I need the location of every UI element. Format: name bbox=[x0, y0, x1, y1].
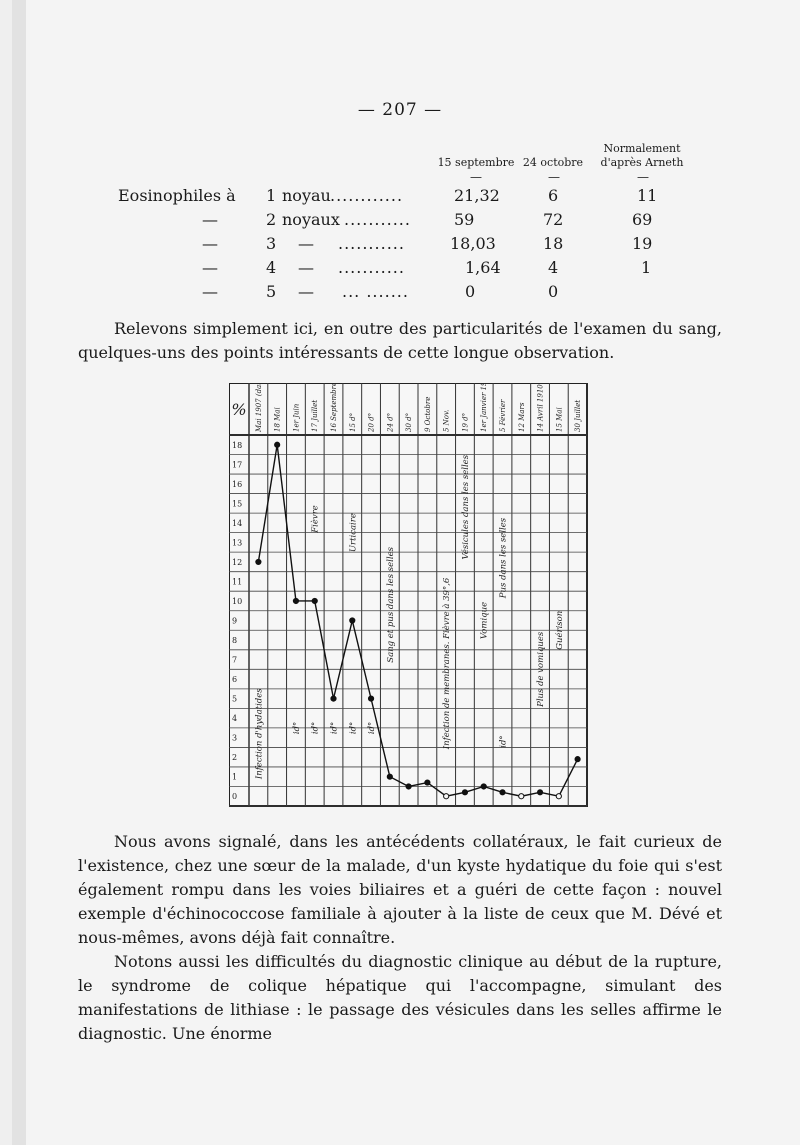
chart-column-header: 15 d° bbox=[348, 412, 357, 432]
row-prefix: — bbox=[202, 282, 218, 301]
data-point bbox=[500, 790, 505, 795]
row-label: — bbox=[298, 282, 314, 301]
row-prefix: Eosinophiles à bbox=[118, 186, 236, 205]
chart-column-header: 12 Mars bbox=[517, 402, 526, 432]
row-leader: ............ bbox=[330, 186, 404, 205]
data-point bbox=[425, 780, 430, 785]
column-header-24-octobre: 24 octobre bbox=[522, 156, 584, 169]
row-label: noyaux bbox=[282, 210, 340, 229]
column-underline: — bbox=[470, 170, 482, 184]
y-tick-label: 18 bbox=[232, 440, 243, 450]
page-number: — 207 — bbox=[357, 100, 443, 120]
y-tick-label: 0 bbox=[232, 792, 238, 802]
chart-annotation: Guérison bbox=[554, 610, 565, 650]
chart-column-header: 30 d° bbox=[405, 412, 414, 432]
eosinophil-chart bbox=[229, 383, 589, 812]
row-label: noyau bbox=[282, 186, 331, 205]
chart-annotation: id° bbox=[291, 721, 302, 735]
column-underline: — bbox=[548, 170, 560, 184]
paragraph-intro bbox=[78, 317, 722, 365]
chart-annotation: Pus dans les selles bbox=[498, 517, 509, 599]
y-tick-label: 5 bbox=[232, 694, 238, 704]
data-point bbox=[275, 442, 280, 447]
row-count: 4 bbox=[266, 258, 277, 277]
row-value-oct: 6 bbox=[548, 186, 559, 205]
data-point bbox=[481, 784, 486, 789]
table-row bbox=[0, 186, 800, 210]
chart-column-header: Mai 1907 (date) bbox=[254, 383, 263, 432]
row-value-sept: 21,32 bbox=[454, 186, 500, 205]
row-value-oct: 72 bbox=[543, 210, 564, 229]
chart-column-header: 30 Juillet bbox=[574, 399, 583, 432]
data-point bbox=[556, 794, 561, 799]
row-value-normal: 1 bbox=[641, 258, 652, 277]
row-value-sept: 1,64 bbox=[465, 258, 501, 277]
data-point bbox=[331, 696, 336, 701]
y-tick-label: 11 bbox=[232, 577, 243, 587]
data-point bbox=[312, 598, 317, 603]
y-tick-label: 12 bbox=[232, 557, 243, 567]
column-header-15-septembre: 15 septembre bbox=[437, 156, 515, 169]
data-point bbox=[387, 774, 392, 779]
row-value-oct: 18 bbox=[543, 234, 564, 253]
data-point bbox=[368, 696, 373, 701]
row-leader: ........... bbox=[344, 210, 411, 229]
table-row bbox=[0, 234, 800, 258]
chart-column-header: 15 Mai bbox=[555, 407, 564, 432]
data-point bbox=[537, 790, 542, 795]
table-row bbox=[0, 282, 800, 306]
paragraph-text: Nous avons signalé, dans les antécédents collatéraux, le fait curieux de l'existence, chez une sœur de la malade, d'un kyste hydatique du foie qui s'est également rompu dans les voies biliaires et a guéri de cette façon : nouvel exemple d'échinococcose familiale à ajouter à la liste de ceux que M. Dévé et nous-mêmes, avons déjà fait connaître. bbox=[78, 832, 722, 947]
row-count: 1 bbox=[266, 186, 277, 205]
y-tick-label: 7 bbox=[232, 655, 238, 665]
chart-column-header: 18 Mai bbox=[273, 407, 282, 432]
page-spine bbox=[12, 0, 26, 1145]
y-tick-label: 6 bbox=[232, 675, 238, 685]
y-tick-label: 10 bbox=[232, 596, 243, 606]
chart-annotation: Infection d'hydatides bbox=[254, 688, 265, 780]
chart-annotation: Fièvre bbox=[310, 505, 321, 533]
row-value-sept: 0 bbox=[465, 282, 476, 301]
row-value-sept: 59 bbox=[454, 210, 475, 229]
row-leader: ... ....... bbox=[342, 282, 409, 301]
row-value-normal: 69 bbox=[632, 210, 653, 229]
chart-column-header: 5 Février bbox=[499, 399, 507, 432]
row-value-normal: 19 bbox=[632, 234, 653, 253]
y-tick-label: 1 bbox=[232, 772, 238, 782]
row-label: — bbox=[298, 258, 314, 277]
chart-svg bbox=[229, 383, 589, 808]
chart-column-header: 17 Juillet bbox=[311, 399, 320, 432]
y-tick-label: 14 bbox=[232, 518, 243, 528]
row-prefix: — bbox=[202, 258, 218, 277]
data-point bbox=[575, 757, 580, 762]
table-row bbox=[0, 210, 800, 234]
row-value-sept: 18,03 bbox=[450, 234, 496, 253]
data-point bbox=[519, 794, 524, 799]
data-point bbox=[444, 794, 449, 799]
row-label: — bbox=[298, 234, 314, 253]
data-point bbox=[350, 618, 355, 623]
chart-annotation: Urticaire bbox=[348, 513, 359, 553]
chart-annotation: Sang et pus dans les selles bbox=[385, 547, 396, 663]
chart-column-header: 24 d° bbox=[386, 412, 395, 432]
chart-column-header: 9 Octobre bbox=[423, 396, 432, 432]
paragraph-text: Relevons simplement ici, en outre des particularités de l'examen du sang, quelques-uns des points intéressants de cette longue observation. bbox=[78, 319, 722, 362]
chart-annotation: id° bbox=[310, 721, 321, 735]
chart-annotation: id° bbox=[498, 735, 509, 748]
y-tick-label: 9 bbox=[232, 616, 238, 626]
y-axis-label: % bbox=[231, 400, 247, 419]
paragraph-text: Notons aussi les difficultés du diagnostic clinique au début de la rupture, le syndrome de colique hépatique qui l'accompagne, simulant des manifestations de lithiase : le passage des vésicules dans les selles affirme le diagnostic. Une énorme bbox=[78, 952, 722, 1043]
data-point bbox=[293, 598, 298, 603]
chart-column-header: 20 d° bbox=[367, 412, 376, 432]
row-count: 5 bbox=[266, 282, 277, 301]
chart-annotation: id° bbox=[367, 721, 378, 735]
data-point bbox=[462, 790, 467, 795]
chart-column-header: 5 Nov. bbox=[442, 409, 451, 432]
row-leader: ........... bbox=[338, 234, 405, 253]
y-tick-label: 13 bbox=[232, 538, 243, 548]
chart-frame bbox=[229, 383, 587, 806]
y-tick-label: 16 bbox=[232, 479, 243, 489]
chart-column-header: 16 Septembre bbox=[330, 383, 338, 432]
paragraph-body bbox=[78, 830, 722, 1046]
row-prefix: — bbox=[202, 234, 218, 253]
y-tick-label: 2 bbox=[232, 753, 238, 763]
y-tick-label: 17 bbox=[232, 460, 243, 470]
table-row bbox=[0, 258, 800, 282]
column-underline: — bbox=[637, 170, 649, 184]
column-header-normalement: Normalement d'après Arneth bbox=[600, 142, 684, 169]
chart-annotation: Vomique bbox=[479, 601, 490, 640]
row-count: 2 bbox=[266, 210, 277, 229]
data-point bbox=[406, 784, 411, 789]
chart-annotation: Infection de membranes. Fièvre à 39°,6 bbox=[442, 577, 453, 750]
row-count: 3 bbox=[266, 234, 277, 253]
y-tick-label: 8 bbox=[232, 636, 238, 646]
row-value-oct: 4 bbox=[548, 258, 559, 277]
chart-annotation: id° bbox=[329, 721, 340, 735]
chart-column-header: 1er Juin bbox=[292, 403, 301, 432]
chart-column-header: 19 d° bbox=[461, 412, 470, 432]
chart-column-header: 14 Avril 1910 bbox=[536, 384, 545, 432]
row-value-normal: 11 bbox=[637, 186, 658, 205]
chart-annotation: id° bbox=[348, 721, 359, 735]
y-tick-label: 15 bbox=[232, 499, 243, 509]
row-prefix: — bbox=[202, 210, 218, 229]
chart-annotation: Plus de vomiques bbox=[536, 631, 547, 707]
row-leader: ........... bbox=[338, 258, 405, 277]
row-value-oct: 0 bbox=[548, 282, 559, 301]
chart-annotation: Vésicules dans les selles bbox=[460, 454, 471, 560]
chart-column-header: 1er Janvier 1908 bbox=[480, 383, 489, 432]
data-point bbox=[256, 559, 261, 564]
y-tick-label: 4 bbox=[232, 714, 238, 724]
y-tick-label: 3 bbox=[232, 733, 238, 743]
